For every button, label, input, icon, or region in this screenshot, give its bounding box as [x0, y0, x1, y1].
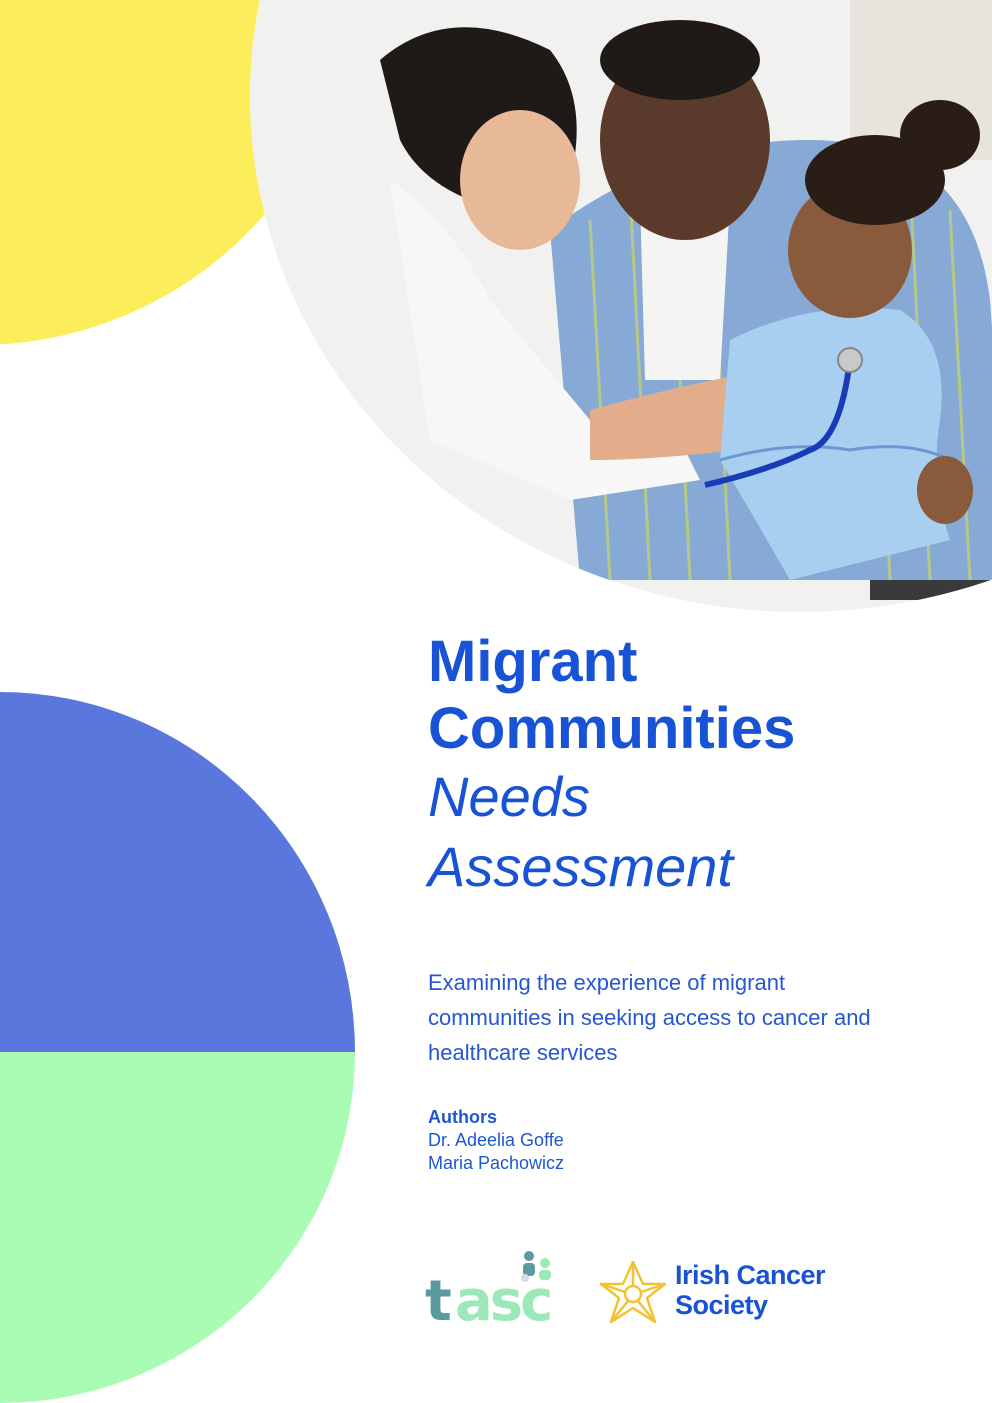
- irish-cancer-society-logo: [597, 1258, 877, 1338]
- title-line-needs: Needs: [428, 765, 590, 828]
- green-quarter-decoration: [0, 1052, 355, 1403]
- blue-quarter-decoration: [0, 692, 355, 1052]
- cover-photo: [250, 0, 992, 612]
- author-name: Maria Pachowicz: [428, 1153, 565, 1173]
- svg-text:t: t: [425, 1269, 449, 1330]
- tasc-logo: [425, 1250, 555, 1330]
- irish-cancer-society-wordmark: [675, 1260, 825, 1320]
- svg-text:asc: asc: [455, 1269, 551, 1330]
- author-name: Dr. Adeelia Goffe: [428, 1130, 564, 1150]
- ics-line-2: Society: [675, 1290, 768, 1320]
- daffodil-icon: [597, 1258, 669, 1330]
- title-line-assessment: Assessment: [428, 835, 733, 898]
- authors-block: [428, 1106, 564, 1175]
- report-subtitle: Examining the experience of migrant communities in seeking access to cancer and healthcare services: [428, 970, 871, 1065]
- title-line-communities: Communities: [428, 696, 796, 761]
- authors-heading: Authors: [428, 1107, 497, 1127]
- report-title: [428, 628, 795, 902]
- title-line-migrant: Migrant: [428, 629, 638, 694]
- ics-line-1: Irish Cancer: [675, 1260, 826, 1290]
